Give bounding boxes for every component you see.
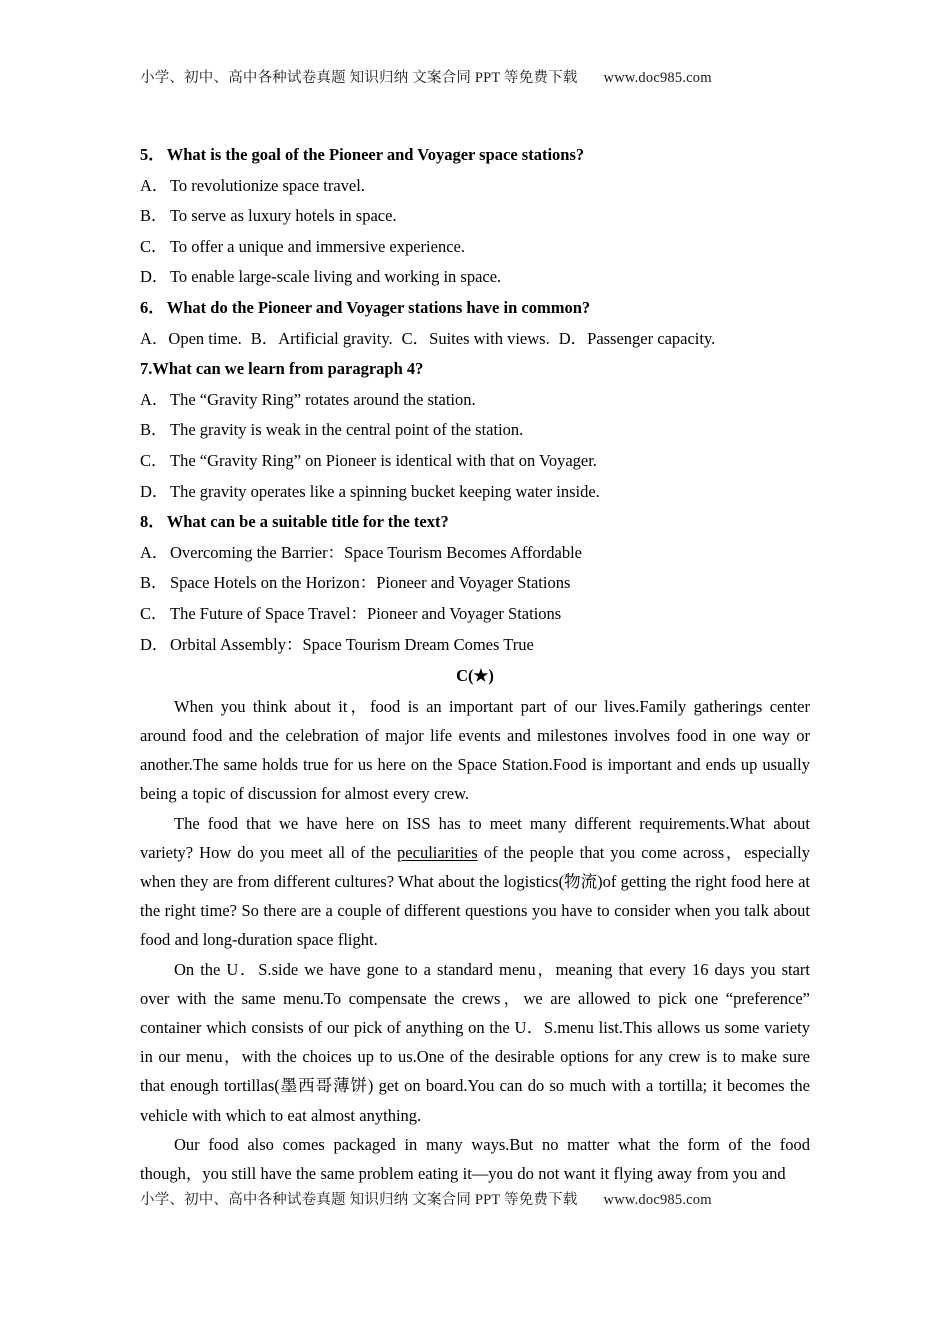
option-label: B． (140, 573, 168, 593)
question-5-text: What is the goal of the Pioneer and Voyager space stations? (166, 145, 585, 164)
page-content (140, 140, 810, 1188)
question-7-option-a[interactable] (140, 385, 810, 416)
question-5-number: 5． (140, 145, 165, 164)
option-label: C． (401, 328, 430, 348)
paragraph-2-part-2: of the people that you come across，especially when they are from different cultures? What about the logistics(物流)of getting the right food here at the right time? So there are a couple of different questions you have to consider when you talk about food and long-duration space flight. (140, 842, 810, 950)
question-7-option-d[interactable] (140, 477, 810, 508)
option-label: C． (140, 450, 168, 470)
option-text: Orbital Assembly：Space Tourism Dream Comes True (170, 634, 534, 654)
page-footer-url: www.doc985.com (603, 1192, 712, 1208)
option-text: Passenger capacity. (587, 328, 716, 348)
question-8-text: What can be a suitable title for the text? (166, 512, 449, 532)
question-6-option-c[interactable] (402, 329, 550, 348)
question-5-stem (140, 140, 810, 171)
passage-paragraph-2 (140, 809, 810, 955)
question-6-number: 6． (140, 297, 165, 317)
option-text: The Future of Space Travel：Pioneer and Voyager Stations (170, 603, 562, 623)
option-text: Space Hotels on the Horizon：Pioneer and Voyager Stations (170, 573, 571, 593)
option-label: D． (558, 328, 588, 348)
question-5-option-b[interactable] (140, 201, 810, 232)
option-text: To offer a unique and immersive experience. (170, 236, 465, 256)
question-8-option-d[interactable] (140, 630, 810, 661)
question-7-number: 7. (140, 359, 153, 379)
question-5-option-c[interactable] (140, 232, 810, 263)
question-7-option-c[interactable] (140, 446, 810, 477)
option-label: A． (140, 542, 169, 562)
question-8-number: 8． (140, 512, 165, 532)
option-label: D． (140, 267, 169, 287)
option-label: B． (140, 206, 168, 226)
page-footer-text: 小学、初中、高中各种试卷真题 知识归纳 文案合同 PPT 等免费下载 (140, 1192, 578, 1208)
option-label: C． (140, 603, 168, 623)
option-text: Artificial gravity. (278, 328, 393, 348)
question-6-option-b[interactable] (251, 329, 393, 348)
question-6-stem (140, 293, 810, 324)
question-5-option-a[interactable] (140, 171, 810, 202)
option-label: A． (140, 389, 169, 409)
question-6-text: What do the Pioneer and Voyager stations have in common? (166, 297, 591, 317)
passage-paragraph-1: When you think about it，food is an important part of our lives.Family gatherings center around food and the celebration of major life events and milestones involves food in one way or another.The same holds true for us here on the Space Station.Food is important and ends up usually being a topic of discussion for almost every crew. (140, 696, 810, 804)
page-header-url: www.doc985.com (603, 70, 712, 86)
section-label-c: C(★) (456, 666, 494, 686)
option-text: The gravity operates like a spinning bucket keeping water inside. (170, 481, 600, 501)
page-footer (140, 1190, 810, 1210)
option-text: The “Gravity Ring” rotates around the station. (170, 389, 476, 409)
option-text: The “Gravity Ring” on Pioneer is identical with that on Voyager. (170, 450, 597, 470)
option-label: A． (140, 175, 169, 195)
question-8-option-a[interactable] (140, 538, 810, 569)
option-label: B． (140, 420, 168, 440)
page-header-text: 小学、初中、高中各种试卷真题 知识归纳 文案合同 PPT 等免费下载 (140, 70, 578, 86)
question-6-option-d[interactable] (559, 329, 716, 348)
question-7-option-b[interactable] (140, 415, 810, 446)
question-5-option-d[interactable] (140, 262, 810, 293)
question-8-option-b[interactable] (140, 568, 810, 599)
question-6-option-a[interactable] (140, 329, 242, 348)
option-text: To revolutionize space travel. (170, 175, 365, 195)
option-text: To enable large-scale living and working in space. (170, 267, 502, 287)
question-6-options (140, 324, 810, 355)
option-label: B． (250, 328, 279, 348)
paragraph-2-part-1: The food that we have here on ISS has to meet many different requirements.What about variety? How do you meet all of the (140, 813, 810, 862)
option-text: To serve as luxury hotels in space. (170, 206, 397, 226)
option-label: C． (140, 236, 168, 256)
passage-paragraph-4: Our food also comes packaged in many ways.But no matter what the form of the food though，you still have the same problem eating it—you do not want it flying away from you and (140, 1134, 810, 1183)
option-text: The gravity is weak in the central point of the station. (170, 420, 524, 440)
passage-paragraph-3: On the U．S.side we have gone to a standard menu，meaning that every 16 days you start over with the same menu.To compensate the crews，we are allowed to pick one “preference” container which consists of our pick of anything on the U．S.menu list.This allows us some variety in our menu，with the choices up to us.One of the desirable options for any crew is to make sure that enough tortillas(墨西哥薄饼) get on board.You can do so much with a tortilla; it becomes the vehicle with which to eat almost anything. (140, 959, 810, 1125)
question-8-stem (140, 507, 810, 538)
option-label: A． (140, 328, 169, 348)
question-7-text: What can we learn from paragraph 4? (152, 359, 424, 379)
option-text: Overcoming the Barrier：Space Tourism Becomes Affordable (170, 542, 582, 562)
option-text: Suites with views. (429, 328, 550, 348)
option-text: Open time. (168, 328, 242, 348)
page-header (140, 68, 810, 88)
option-label: D． (140, 481, 169, 501)
question-7-stem (140, 354, 810, 385)
question-8-option-c[interactable] (140, 599, 810, 630)
vocabulary-underline-peculiarities: peculiarities (397, 842, 478, 862)
option-label: D． (140, 634, 169, 654)
